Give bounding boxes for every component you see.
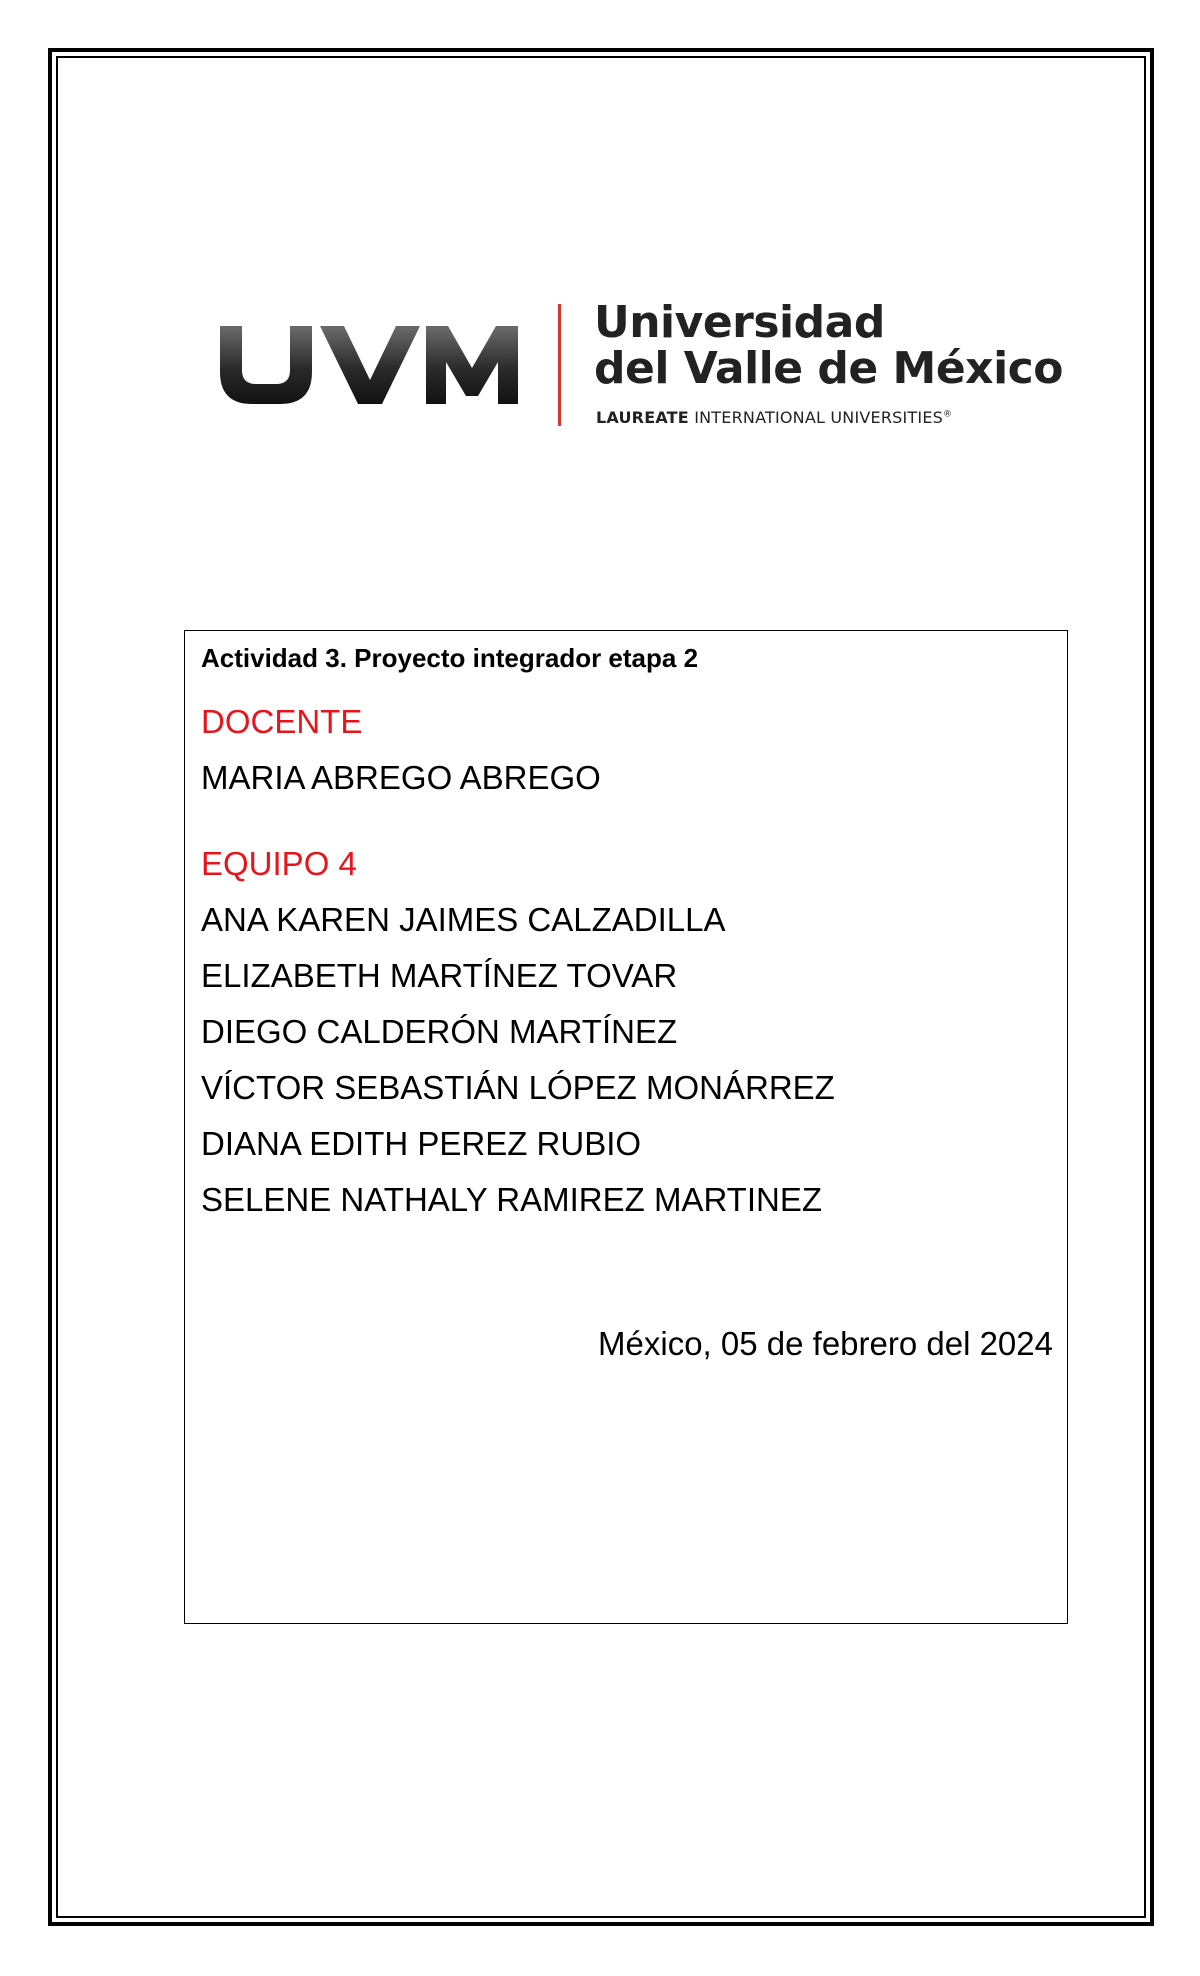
team-member: DIANA EDITH PEREZ RUBIO xyxy=(201,1125,642,1162)
team-member: DIEGO CALDERÓN MARTÍNEZ xyxy=(201,1013,678,1050)
university-logo xyxy=(216,297,1063,430)
teacher-label: DOCENTE xyxy=(201,703,363,740)
teacher-name: MARIA ABREGO ABREGO xyxy=(201,759,601,796)
university-name-line2: del Valle de México xyxy=(594,343,1063,394)
team-member: SELENE NATHALY RAMIREZ MARTINEZ xyxy=(201,1181,823,1218)
university-name xyxy=(594,297,1063,394)
activity-title: Actividad 3. Proyecto integrador etapa 2 xyxy=(201,643,699,673)
team-member: VÍCTOR SEBASTIÁN LÓPEZ MONÁRREZ xyxy=(201,1069,835,1106)
university-name-line1: Universidad xyxy=(594,297,885,348)
cover-info-box xyxy=(184,630,1068,1624)
laureate-tagline xyxy=(596,408,952,427)
team-member: ELIZABETH MARTÍNEZ TOVAR xyxy=(201,957,678,994)
registered-mark: ® xyxy=(942,409,953,420)
tagline-rest: INTERNATIONAL UNIVERSITIES xyxy=(694,408,943,427)
team-label: EQUIPO 4 xyxy=(201,845,357,882)
team-member: ANA KAREN JAIMES CALZADILLA xyxy=(201,901,726,938)
date-line: México, 05 de febrero del 2024 xyxy=(598,1325,1053,1362)
logo-divider xyxy=(558,304,561,426)
uvm-logo-mark xyxy=(216,322,526,406)
tagline-bold: LAUREATE xyxy=(596,408,689,427)
